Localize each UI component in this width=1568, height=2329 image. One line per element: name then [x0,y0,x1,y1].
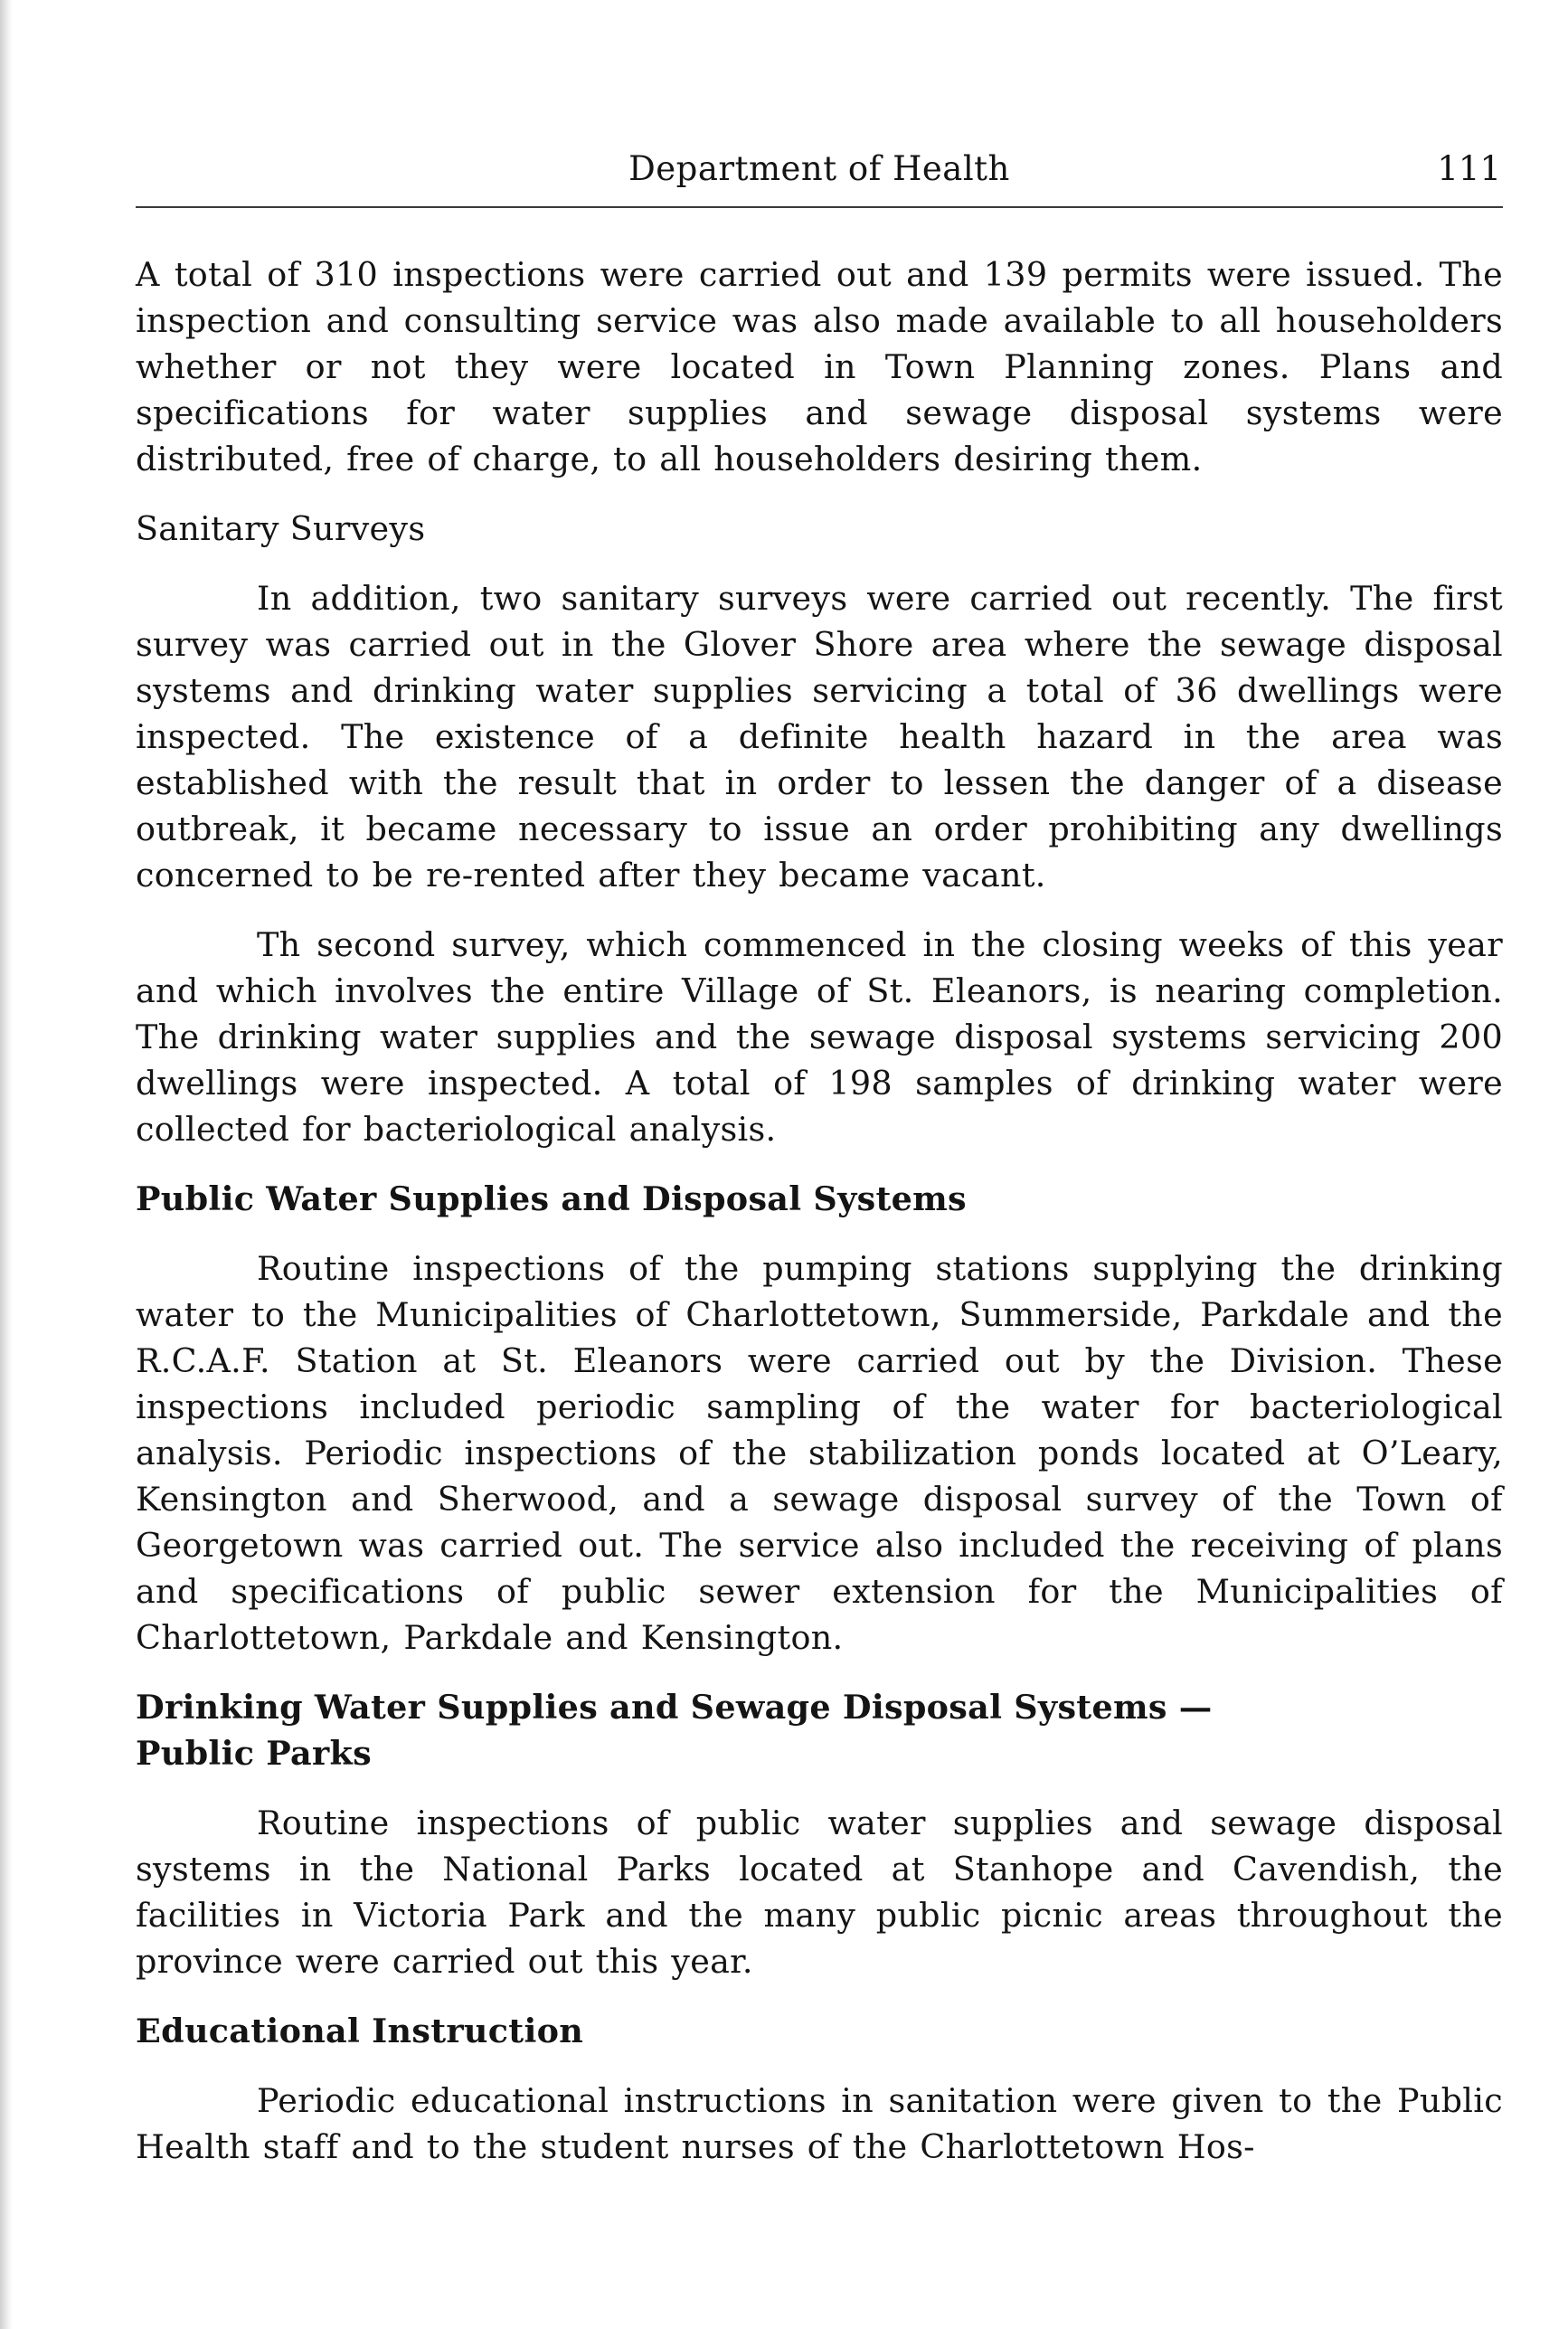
body-paragraph: Routine inspections of public water supplies and sewage disposal systems in the National Parks located at Stanhope and Cavendish, the facilities in Victoria Park and the many public picnic areas throughout the province were carried out this year. [136,1804,1503,1981]
body-paragraph: Th second survey, which commenced in the closing weeks of this year and which involves the entire Village of St. Eleanors, is nearing completion. The drinking water supplies and the sewage disposal systems servicing 200 dwellings were inspected. A total of 198 samples of drinking water were collected for bacteriological analysis. [136,925,1503,1149]
section-public-parks [136,1684,1503,1984]
header-rule [136,206,1503,208]
section-heading: Educational Instruction [136,2012,584,2050]
body-paragraph: Routine inspections of the pumping stations supplying the drinking water to the Municipalities of Charlottetown, Summerside, Parkdale and the R.C.A.F. Station at St. Eleanors were carried out by the Division. These inspections included periodic sampling of the water for bacteriological analysis. Periodic inspections of the stabilization ponds located at O’Leary, Kensington and Sherwood, and a sewage disposal survey of the Town of Georgetown was carried out. The service also included the receiving of plans and specifications of public sewer extension for the Municipalities of Charlottetown, Parkdale and Kensington. [136,1249,1503,1657]
running-title: Department of Health [628,149,1010,188]
running-header [136,136,1503,199]
body-paragraph: In addition, two sanitary surveys were carried out recently. The first survey was carried out in the Glover Shore area where the sewage disposal systems and drinking water supplies servicing a total of 36 dwellings were inspected. The existence of a definite health hazard in the area was established with the result that in order to lessen the danger of a disease outbreak, it became necessary to issue an order prohibiting any dwellings concerned to be re-rented after they became vacant. [136,579,1503,895]
intro-paragraph: A total of 310 inspections were carried out and 139 permits were issued. The inspection and consulting service was also made available to all householders whether or not they were located in Town Planning zones. Plans and specifications for water supplies and sewage disposal systems were distributed, free of charge, to all householders desiring them. [136,255,1503,478]
page-edge-shadow [0,0,13,2329]
section-heading-line-2: Public Parks [136,1734,372,1773]
body-paragraph: Periodic educational instructions in sanitation were given to the Public Health staff and to the student nurses of the Charlottetown Hos- [136,2081,1503,2166]
section-heading: Public Water Supplies and Disposal Systems [136,1179,967,1218]
section-public-water-supplies [136,1176,1503,1661]
section-sanitary-surveys [136,506,1503,1152]
section-heading-line-1: Drinking Water Supplies and Sewage Disposal Systems — [136,1688,1213,1727]
page-number: 111 [1437,149,1501,188]
section-heading: Sanitary Surveys [136,509,426,548]
page-body [136,251,1503,2170]
section-educational-instruction [136,2008,1503,2170]
document-page [136,136,1503,2166]
